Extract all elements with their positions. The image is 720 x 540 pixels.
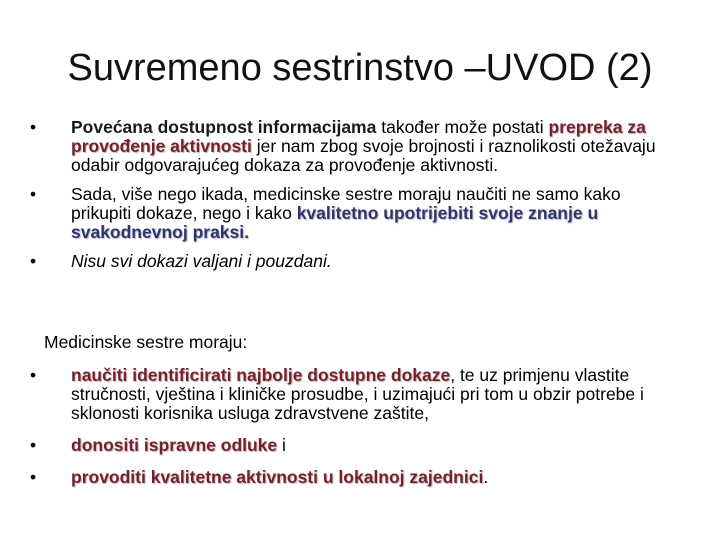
bullet-marker: • [30,467,37,487]
bold-phrase: Povećana dostupnost informacijama [71,117,377,137]
bullet-list-2 [30,366,670,500]
bullet-item [30,436,670,455]
bullet-marker: • [30,365,37,385]
bullet-list [30,118,670,281]
italic-text: Nisu svi dokazi valjani i pouzdani. [71,251,332,271]
section-label: Medicinske sestre moraju: [44,332,248,352]
bullet-item [30,468,670,487]
text-span: jer nam zbog svoje brojnosti i raznolikosti otežavaju odabir odgovarajućeg dokaza za provođenje aktivnosti. [71,136,656,175]
bullet-marker: • [30,251,37,271]
text-span: . [483,467,489,487]
bullet-item [30,185,670,242]
text-span: , te uz primjenu vlastite stručnosti, vještina i kliničke prosudbe, i uzimajući pri tom u obzir potrebe i sklonosti korisnika usluga zdravstvene zaštite, [71,365,644,423]
highlight-phrase: provoditi kvalitetne aktivnosti u lokalnoj zajednici [71,467,484,487]
highlight-phrase: prepreka za provođenje aktivnosti [71,117,646,156]
highlight-phrase: kvalitetno upotrijebiti svoje znanje u svakodnevnoj praksi. [71,203,599,242]
bullet-marker: • [30,117,37,137]
bullet-marker: • [30,184,37,204]
text-span: Sada, više nego ikada, medicinske sestre moraju naučiti ne samo kako prikupiti dokaze, nego i kako [71,184,621,223]
bullet-item [30,252,670,271]
bullet-item [30,118,670,175]
bullet-marker: • [30,435,37,455]
slide-title: Suvremeno sestrinstvo –UVOD (2) [67,47,653,89]
text-span: i [277,435,286,455]
bullet-item [30,366,670,423]
text-span: također može postati [376,117,549,137]
highlight-phrase: naučiti identificirati najbolje dostupne dokaze [71,365,451,385]
highlight-phrase: donositi ispravne odluke [71,435,278,455]
